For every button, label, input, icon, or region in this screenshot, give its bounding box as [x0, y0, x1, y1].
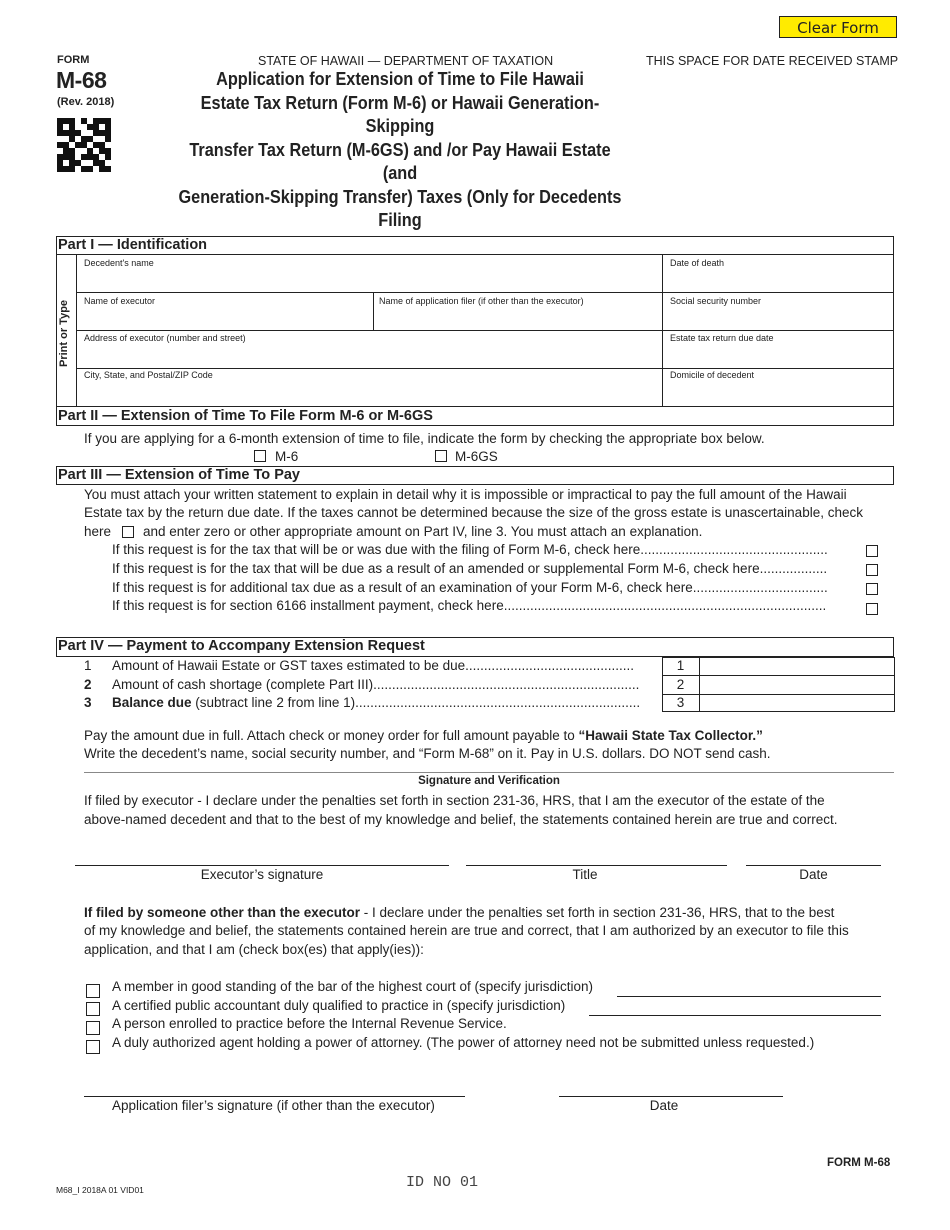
pay-instruction-line2: Write the decedent’s name, social security number, and “Form M-68” on it. Pay in U.S. dollars. DO NOT send cash.	[84, 746, 771, 761]
line1-amount-input[interactable]	[700, 658, 894, 675]
m6gs-label: M-6GS	[455, 449, 498, 464]
line3-amount-input[interactable]	[700, 695, 894, 711]
part3-check-label: If this request is for additional tax due as a result of an examination of your Form M-6, check here....................................	[112, 580, 828, 595]
other-declaration-line: of my knowledge and belief, the statements contained herein are true and correct, that I am authorized by an executor to file this	[84, 923, 849, 938]
id-number: ID NO 01	[406, 1174, 479, 1191]
bar-jurisdiction-line[interactable]	[617, 996, 881, 997]
part3-checkbox-amended[interactable]	[866, 564, 878, 576]
part3-paragraph-line: Estate tax by the return due date. If the taxes cannot be determined because the size of the gross estate is unascertainable, check	[84, 505, 863, 520]
line-box-number: 2	[676, 677, 685, 692]
part2-heading: Part II — Extension of Time To File Form M-6 or M-6GS	[58, 408, 433, 424]
part3-paragraph-here: here	[84, 524, 112, 539]
line2-amount-input[interactable]	[700, 676, 894, 694]
divider	[56, 406, 894, 407]
divider	[373, 292, 374, 330]
filer-date-label: Date	[649, 1098, 679, 1113]
option-label: A person enrolled to practice before the Internal Revenue Service.	[112, 1016, 507, 1031]
option-label: A certified public accountant duly qualified to practice in (specify jurisdiction)	[112, 998, 566, 1013]
part3-check-label: If this request is for section 6166 installment payment, check here......................................................................................	[112, 598, 827, 613]
part3-paragraph-line: and enter zero or other appropriate amount on Part IV, line 3. You must attach an explanation.	[143, 524, 703, 539]
date-label: Date	[799, 867, 828, 882]
cpa-jurisdiction-line[interactable]	[589, 1015, 881, 1016]
other-declaration-line: application, and that I am (check box(es) that apply(ies)):	[84, 942, 424, 957]
line-number: 1	[84, 658, 92, 673]
title-line: Generation-Skipping Transfer) Taxes (Only for Decedents Filing	[178, 185, 622, 230]
unascertainable-checkbox[interactable]	[122, 526, 134, 538]
executor-declaration: above-named decedent and that to the best of my knowledge and belief, the statements contained herein are true and correct.	[84, 812, 838, 827]
m6-label: M-6	[275, 449, 299, 464]
cpa-checkbox[interactable]	[86, 1002, 100, 1016]
part3-check-label: If this request is for the tax that will be due as a result of an amended or supplemental Form M-6, check here..................	[112, 561, 828, 576]
part2-instruction: If you are applying for a 6-month extension of time to file, indicate the form by checking the appropriate box below.	[84, 431, 765, 446]
footer-code: M68_I 2018A 01 VID01	[56, 1185, 144, 1195]
divider	[84, 772, 894, 773]
part3-checkbox-6166[interactable]	[866, 603, 878, 615]
footer-form-label: FORM M-68	[827, 1157, 891, 1169]
line-box-number: 1	[676, 658, 685, 673]
revision: (Rev. 2018)	[57, 96, 115, 108]
filer-signature-label: Application filer’s signature (if other than the executor)	[112, 1098, 435, 1113]
pay-instruction-text: Pay the amount due in full. Attach check or money order for full amount payable to	[84, 728, 579, 743]
title-label: Title	[572, 867, 598, 882]
part3-check-label: If this request is for the tax that will be or was due with the filing of Form M-6, check here..................................................	[112, 542, 828, 557]
form-title	[140, 67, 660, 255]
part3-checkbox-m6[interactable]	[866, 545, 878, 557]
bar-member-checkbox[interactable]	[86, 984, 100, 998]
m6-checkbox[interactable]	[254, 450, 266, 462]
print-or-type-label	[58, 349, 76, 367]
option-label: A duly authorized agent holding a power of attorney. (The power of attorney need not be submitted unless requested.)	[112, 1035, 815, 1050]
form-number: M-68	[56, 67, 107, 93]
executor-declaration: If filed by executor - I declare under the penalties set forth in section 231-36, HRS, that I am the executor of the estate of the	[84, 793, 825, 808]
qr-code-icon	[57, 118, 111, 172]
decedent-name-field[interactable]: Decedent's name	[84, 258, 154, 268]
line-number: 2	[84, 677, 92, 692]
clear-form-button[interactable]: Clear Form	[779, 16, 897, 38]
line-label	[112, 694, 657, 713]
domicile-field[interactable]: Domicile of decedent	[670, 370, 755, 380]
date-of-death-field[interactable]: Date of death	[670, 258, 725, 268]
agency-name: STATE OF HAWAII — DEPARTMENT OF TAXATION	[258, 54, 554, 68]
option-label: A member in good standing of the bar of the highest court of (specify jurisdiction)	[112, 979, 594, 994]
pay-instruction	[84, 727, 763, 746]
filer-name-field[interactable]: Name of application filer (if other than the executor)	[379, 296, 584, 306]
due-date-field[interactable]: Estate tax return due date	[670, 333, 774, 343]
executor-address-field[interactable]: Address of executor (number and street)	[84, 333, 246, 343]
part3-paragraph-line: You must attach your written statement to explain in detail why it is impossible or impractical to pay the full amount of the Hawaii	[84, 487, 847, 502]
other-declaration	[84, 904, 834, 923]
divider	[56, 254, 894, 255]
part1-heading: Part I — Identification	[58, 237, 208, 253]
signature-heading: Signature and Verification	[418, 775, 560, 787]
balance-due-rest: (subtract line 2 from line 1)............................................................................	[191, 695, 641, 710]
title-line: Transfer Tax Return (M-6GS) and /or Pay Hawaii Estate (and	[189, 138, 611, 183]
part4-heading: Part IV — Payment to Accompany Extension Request	[58, 638, 425, 654]
executor-name-field[interactable]: Name of executor	[84, 296, 156, 306]
balance-due-bold: Balance due	[112, 695, 192, 710]
line-number: 3	[84, 695, 92, 710]
divider	[76, 292, 894, 293]
form-label: FORM	[57, 54, 90, 66]
authorized-agent-checkbox[interactable]	[86, 1040, 100, 1054]
part3-heading: Part III — Extension of Time To Pay	[58, 467, 300, 483]
stamp-space-label: THIS SPACE FOR DATE RECEIVED STAMP	[646, 54, 899, 68]
divider	[76, 368, 894, 369]
part1-frame	[56, 236, 894, 426]
enrolled-agent-checkbox[interactable]	[86, 1021, 100, 1035]
title-line: Estate Tax Return (Form M-6) or Hawaii Generation-Skipping	[200, 91, 600, 136]
m6gs-checkbox[interactable]	[435, 450, 447, 462]
line-label: Amount of Hawaii Estate or GST taxes estimated to be due.............................................	[112, 658, 634, 673]
city-state-zip-field[interactable]: City, State, and Postal/ZIP Code	[84, 370, 213, 380]
executor-signature-label: Executor’s signature	[200, 867, 324, 882]
other-declaration-bold: If filed by someone other than the executor	[84, 905, 361, 920]
other-declaration-text: - I declare under the penalties set forth in section 231-36, HRS, that to the best	[360, 905, 835, 920]
ssn-field[interactable]: Social security number	[670, 296, 762, 306]
divider	[76, 330, 894, 331]
line-box-number: 3	[676, 695, 685, 710]
payee-name: “Hawaii State Tax Collector.”	[578, 728, 763, 743]
part3-checkbox-examination[interactable]	[866, 583, 878, 595]
line-label: Amount of cash shortage (complete Part III).......................................................................	[112, 677, 640, 692]
title-line: Application for Extension of Time to File Hawaii	[216, 68, 584, 89]
